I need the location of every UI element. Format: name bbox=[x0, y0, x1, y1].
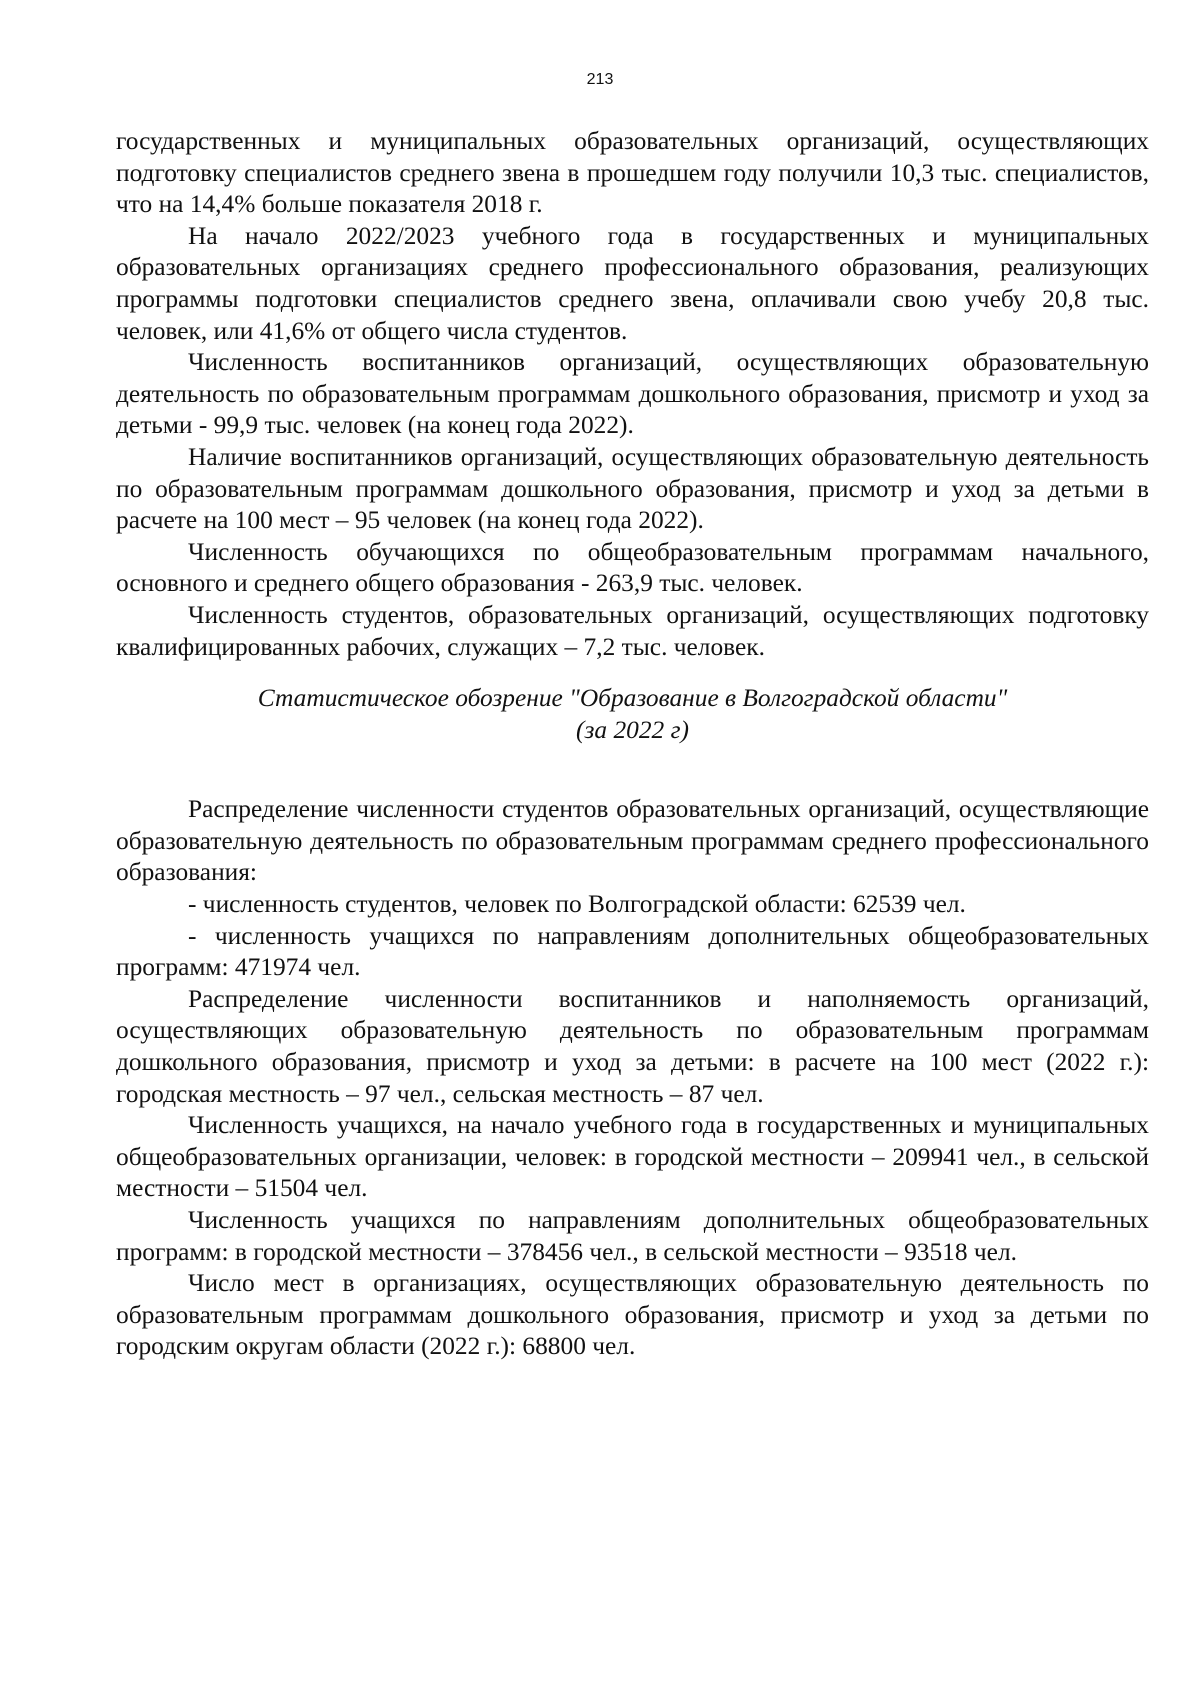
paragraph-paid-tuition: На начало 2022/2023 учебного года в государственных и муниципальных образовательных организациях среднего профессионального образования, реализующих программы подготовки специалистов среднего звена, оплачивали свою учебу 20,8 тыс. человек, или 41,6% от общего числа студентов. bbox=[116, 221, 1149, 345]
paragraph-skilled-workers-students: Численность студентов, образовательных организаций, осуществляющих подготовку квалифицированных рабочих, служащих – 7,2 тыс. человек. bbox=[116, 600, 1149, 661]
list-item-students-total: - численность студентов, человек по Волгоградской области: 62539 чел. bbox=[188, 890, 966, 919]
section-heading-line1: Статистическое обозрение "Образование в Волгоградской области" bbox=[257, 684, 1008, 713]
document-body bbox=[116, 126, 1149, 1363]
paragraph-additional-programs-urban-rural: Численность учащихся по направлениям дополнительных общеобразовательных программ: в городской местности – 378456 чел., в сельской местности – 93518 чел. bbox=[116, 1206, 1149, 1266]
paragraph-spo-distribution: Распределение численности студентов образовательных организаций, осуществляющие образовательную деятельность по образовательным программам среднего профессионального образования: bbox=[116, 795, 1149, 887]
paragraph-preschool-occupancy: Распределение численности воспитанников и наполняемость организаций, осуществляющих образовательную деятельность по образовательным программам дошкольного образования, присмотр и уход за детьми: в расчете на 100 мест (2022 г.): городская местность – 97 чел., сельская местность – 87 чел. bbox=[116, 984, 1149, 1108]
page-number: 213 bbox=[586, 71, 614, 88]
list-item-additional-programs: - численность учащихся по направлениям дополнительных общеобразовательных программ: 471974 чел. bbox=[116, 921, 1149, 982]
section-heading-line2: (за 2022 г) bbox=[576, 715, 689, 744]
paragraph-continuation: государственных и муниципальных образовательных организаций, осуществляющих подготовку специалистов среднего звена в прошедшем году получили 10,3 тыс. специалистов, что на 14,4% больше показателя 2018 г. bbox=[116, 127, 1149, 219]
paragraph-preschool-places: Число мест в организациях, осуществляющих образовательную деятельность по образовательным программам дошкольного образования, присмотр и уход за детьми по городским округам области (2022 г.): 68800 чел. bbox=[116, 1269, 1149, 1361]
section-spacer bbox=[116, 663, 1149, 683]
heading-spacer bbox=[116, 746, 1149, 794]
paragraph-general-education-students: Численность обучающихся по общеобразовательным программам начального, основного и среднего общего образования - 263,9 тыс. человек. bbox=[116, 537, 1149, 598]
paragraph-preschool-pupils: Численность воспитанников организаций, осуществляющих образовательную деятельность по образовательным программам дошкольного образования, присмотр и уход за детьми - 99,9 тыс. человек (на конец года 2022). bbox=[116, 348, 1149, 440]
paragraph-pupils-per-100-places: Наличие воспитанников организаций, осуществляющих образовательную деятельность по образовательным программам дошкольного образования, присмотр и уход за детьми в расчете на 100 мест – 95 человек (на конец года 2022). bbox=[116, 442, 1149, 535]
paragraph-school-students-urban-rural: Численность учащихся, на начало учебного года в государственных и муниципальных общеобразовательных организации, человек: в городской местности – 209941 чел., в сельской местности – 51504 чел. bbox=[116, 1111, 1149, 1203]
